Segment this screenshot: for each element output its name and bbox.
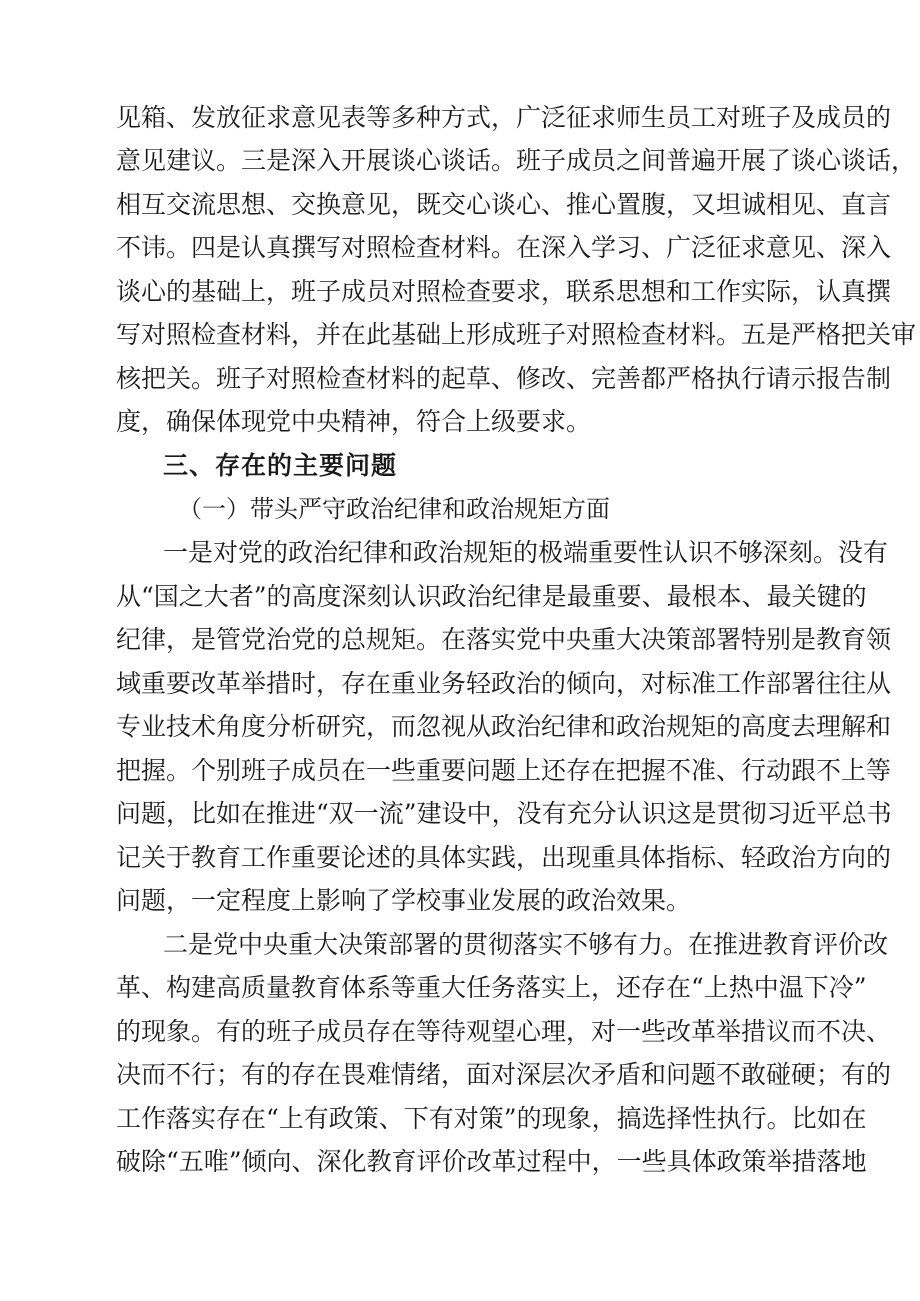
paragraph-1-line: 从“国之大者”的高度深刻认识政治纪律是最重要、最根本、最关键的 [116,582,867,611]
section-heading: 三、存在的主要问题 [163,451,398,480]
paragraph-1-line: 专业技术角度分析研究，而忽视从政治纪律和政治规矩的高度去理解和 [116,712,892,741]
paragraph-1-line: 一是对党的政治纪律和政治规矩的极端重要性认识不够深刻。没有 [163,538,889,567]
subsection-heading: （一）带头严守政治纪律和政治规矩方面 [178,495,610,523]
text-line: 不讳。四是认真撰写对照检查材料。在深入学习、广泛征求意见、深入 [116,233,892,262]
paragraph-1-line: 域重要改革举措时，存在重业务轻政治的倾向，对标准工作部署往往从 [116,669,892,698]
text-line: 核把关。班子对照检查材料的起草、修改、完善都严格执行请示报告制 [116,364,892,393]
paragraph-2-line: 革、构建高质量教育体系等重大任务落实上，还存在“上热中温下冷” [116,973,867,1002]
paragraph-2-line: 破除“五唯”倾向、深化教育评价改革过程中，一些具体政策举措落地 [116,1147,867,1176]
paragraph-2-line: 二是党中央重大决策部署的贯彻落实不够有力。在推进教育评价改 [163,930,889,959]
paragraph-1-line: 问题，比如在推进“双一流”建设中，没有充分认识这是贯彻习近平总书 [116,799,892,828]
paragraph-2-line: 决而不行；有的存在畏难情绪，面对深层次矛盾和问题不敢碰硬；有的 [116,1060,892,1089]
paragraph-2-line: 的现象。有的班子成员存在等待观望心理，对一些改革举措议而不决、 [116,1017,892,1046]
text-line: 度，确保体现党中央精神，符合上级要求。 [116,407,592,436]
text-line: 谈心的基础上，班子成员对照检查要求，联系思想和工作实际，认真撰 [116,277,892,306]
text-line: 见箱、发放征求意见表等多种方式，广泛征求师生员工对班子及成员的 [116,103,892,132]
text-line: 写对照检查材料，并在此基础上形成班子对照检查材料。五是严格把关审 [116,320,917,349]
text-line: 意见建议。三是深入开展谈心谈话。班子成员之间普遍开展了谈心谈话， [116,146,917,175]
text-line: 相互交流思想、交换意见，既交心谈心、推心置腹，又坦诚相见、直言 [116,190,892,219]
paragraph-1-line: 纪律，是管党治党的总规矩。在落实党中央重大决策部署特别是教育领 [116,625,892,654]
paragraph-1-line: 问题，一定程度上影响了学校事业发展的政治效果。 [116,886,692,915]
paragraph-1-line: 记关于教育工作重要论述的具体实践，出现重具体指标、轻政治方向的 [116,843,892,872]
paragraph-1-line: 把握。个别班子成员在一些重要问题上还存在把握不准、行动跟不上等 [116,756,892,785]
paragraph-2-line: 工作落实存在“上有政策、下有对策”的现象，搞选择性执行。比如在 [116,1104,867,1133]
